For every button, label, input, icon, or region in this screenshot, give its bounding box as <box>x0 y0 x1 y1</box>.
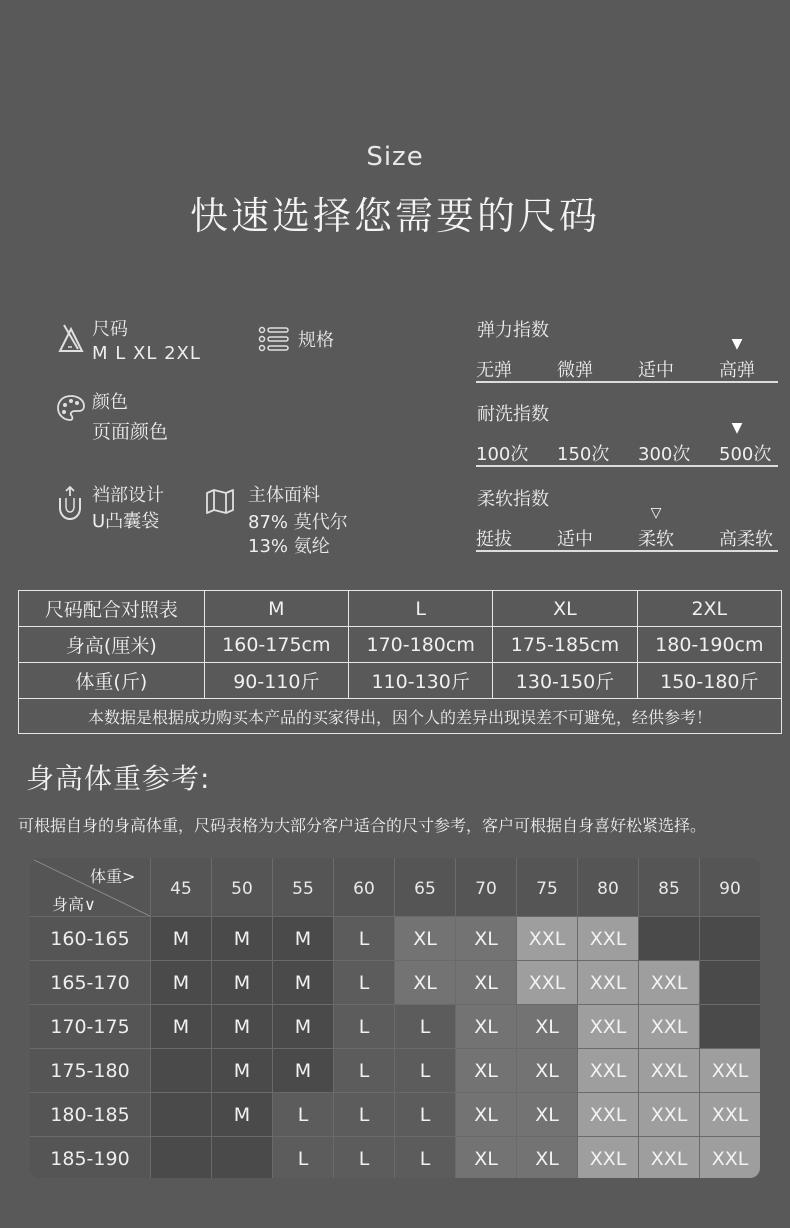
grid-size-cell <box>699 916 760 960</box>
grid-corner-weight: 体重> <box>90 867 136 886</box>
grid-size-cell: L <box>394 1004 455 1048</box>
index-divider <box>476 465 778 467</box>
size-chart-table <box>18 590 782 734</box>
grid-weight-header: 90 <box>699 858 760 916</box>
grid-size-cell: L <box>394 1048 455 1092</box>
size-chart-corner: 尺码配合对照表 <box>19 591 205 627</box>
index-option: 高弹 <box>719 360 755 381</box>
grid-size-cell: XL <box>516 1004 577 1048</box>
index-option: 100次 <box>476 444 529 465</box>
spec-fabric-line2: 13% 氨纶 <box>248 536 330 557</box>
grid-size-cell: M <box>150 916 211 960</box>
grid-size-cell: XXL <box>516 916 577 960</box>
index-option: 500次 <box>719 444 772 465</box>
grid-weight-header: 65 <box>394 858 455 916</box>
size-chart-cell: 体重(斤) <box>19 663 205 699</box>
palette-icon <box>55 393 87 423</box>
index-option: 挺拔 <box>476 529 512 550</box>
spec-color-label: 颜色 <box>92 392 128 413</box>
grid-weight-header: 85 <box>638 858 699 916</box>
grid-size-cell: XXL <box>699 1136 760 1178</box>
grid-weight-header: 80 <box>577 858 638 916</box>
grid-height-label: 165-170 <box>30 960 150 1004</box>
grid-size-cell: L <box>394 1092 455 1136</box>
index-title: 耐洗指数 <box>477 404 549 425</box>
size-chart-cell: 身高(厘米) <box>19 627 205 663</box>
grid-size-cell: L <box>333 1136 394 1178</box>
index-option: 适中 <box>557 529 593 550</box>
grid-size-cell: L <box>272 1136 333 1178</box>
ruler-triangle-icon <box>56 323 86 355</box>
grid-size-cell: XXL <box>699 1048 760 1092</box>
grid-size-cell <box>150 1048 211 1092</box>
grid-size-cell: XXL <box>638 1092 699 1136</box>
grid-weight-header: 70 <box>455 858 516 916</box>
grid-size-cell <box>150 1092 211 1136</box>
grid-size-cell: XXL <box>638 1048 699 1092</box>
index-option: 高柔软 <box>719 529 773 550</box>
grid-height-label: 185-190 <box>30 1136 150 1178</box>
u-pouch-icon <box>55 484 85 522</box>
grid-size-cell: L <box>272 1092 333 1136</box>
grid-size-cell: XL <box>455 916 516 960</box>
grid-size-cell: XL <box>455 1004 516 1048</box>
grid-size-cell: M <box>211 960 272 1004</box>
grid-size-cell: M <box>150 960 211 1004</box>
height-weight-grid <box>30 858 760 1178</box>
grid-size-cell: XL <box>455 960 516 1004</box>
spec-size-value: M L XL 2XL <box>92 343 201 364</box>
size-chart-row-weight <box>19 663 782 699</box>
grid-size-cell: XL <box>455 1048 516 1092</box>
grid-weight-header: 55 <box>272 858 333 916</box>
grid-size-cell: L <box>333 916 394 960</box>
size-chart-note-row <box>19 699 782 734</box>
grid-corner-height: 身高∨ <box>52 895 96 914</box>
index-option: 适中 <box>638 360 674 381</box>
grid-size-cell <box>638 916 699 960</box>
index-option: 微弹 <box>557 360 593 381</box>
index-selected-marker: ▼ <box>731 420 743 436</box>
size-chart-col-xl: XL <box>493 591 637 627</box>
grid-size-cell: M <box>211 1004 272 1048</box>
size-chart-cell: 170-180cm <box>349 627 493 663</box>
grid-size-cell: XL <box>455 1092 516 1136</box>
index-selected-marker: ▽ <box>650 505 662 521</box>
list-icon <box>258 325 290 353</box>
index-option: 无弹 <box>476 360 512 381</box>
size-chart-cell: 90-110斤 <box>204 663 348 699</box>
grid-size-cell: XL <box>516 1092 577 1136</box>
grid-size-cell: M <box>211 1048 272 1092</box>
grid-size-cell <box>699 1004 760 1048</box>
size-chart-col-m: M <box>204 591 348 627</box>
grid-size-cell: L <box>394 1136 455 1178</box>
grid-weight-header: 45 <box>150 858 211 916</box>
grid-size-cell: M <box>211 916 272 960</box>
spec-list-label: 规格 <box>298 330 334 351</box>
grid-height-label: 175-180 <box>30 1048 150 1092</box>
grid-size-cell: XXL <box>638 1004 699 1048</box>
page-title: 快速选择您需要的尺码 <box>189 194 600 238</box>
grid-size-cell: XXL <box>577 1004 638 1048</box>
size-chart-cell: 150-180斤 <box>637 663 781 699</box>
size-chart-col-2xl: 2XL <box>637 591 781 627</box>
grid-size-cell: M <box>272 960 333 1004</box>
grid-size-cell: M <box>272 1004 333 1048</box>
grid-size-cell: XL <box>516 1136 577 1178</box>
grid-size-cell: L <box>333 1092 394 1136</box>
size-chart-row-height <box>19 627 782 663</box>
book-icon <box>205 488 235 514</box>
size-chart-cell: 175-185cm <box>493 627 637 663</box>
grid-size-cell: XL <box>516 1048 577 1092</box>
grid-size-cell: XXL <box>577 1048 638 1092</box>
grid-size-cell: XXL <box>638 1136 699 1178</box>
index-option: 150次 <box>557 444 610 465</box>
grid-weight-header: 75 <box>516 858 577 916</box>
index-title: 柔软指数 <box>477 489 549 510</box>
index-title: 弹力指数 <box>477 320 549 341</box>
index-option: 300次 <box>638 444 691 465</box>
grid-height-label: 180-185 <box>30 1092 150 1136</box>
size-chart-cell: 110-130斤 <box>349 663 493 699</box>
spec-fabric-line1: 87% 莫代尔 <box>248 512 348 533</box>
size-chart-note: 本数据是根据成功购买本产品的买家得出，因个人的差异出现误差不可避免，经供参考！ <box>19 699 782 734</box>
grid-size-cell: XXL <box>577 1136 638 1178</box>
grid-size-cell: XXL <box>516 960 577 1004</box>
grid-height-label: 160-165 <box>30 916 150 960</box>
grid-size-cell <box>150 1136 211 1178</box>
reference-description: 可根据自身的身高体重，尺码表格为大部分客户适合的尺寸参考，客户可根据自身喜好松紧选择。 <box>18 816 707 835</box>
spec-crotch-value: U凸囊袋 <box>92 511 160 532</box>
grid-size-cell: XL <box>455 1136 516 1178</box>
eyebrow-label: Size <box>366 142 424 172</box>
spec-color-value: 页面颜色 <box>92 421 169 443</box>
size-chart-cell: 160-175cm <box>204 627 348 663</box>
index-selected-marker: ▼ <box>731 336 743 352</box>
grid-size-cell: M <box>272 1048 333 1092</box>
size-chart-cell: 180-190cm <box>637 627 781 663</box>
spec-fabric-label: 主体面料 <box>248 485 320 506</box>
size-chart-cell: 130-150斤 <box>493 663 637 699</box>
grid-size-cell: XXL <box>638 960 699 1004</box>
spec-size-label: 尺码 <box>92 319 128 340</box>
grid-size-cell: XL <box>394 960 455 1004</box>
grid-size-cell: L <box>333 1048 394 1092</box>
index-divider <box>476 381 778 383</box>
grid-size-cell: L <box>333 1004 394 1048</box>
grid-size-cell: XXL <box>577 1092 638 1136</box>
grid-size-cell: XXL <box>699 1092 760 1136</box>
spec-crotch-label: 裆部设计 <box>92 485 164 506</box>
reference-title: 身高体重参考: <box>26 762 211 795</box>
size-chart-col-l: L <box>349 591 493 627</box>
grid-weight-header: 50 <box>211 858 272 916</box>
index-option: 柔软 <box>638 529 674 550</box>
size-chart-header-row <box>19 591 782 627</box>
grid-height-label: 170-175 <box>30 1004 150 1048</box>
index-divider <box>476 550 778 552</box>
grid-size-cell: M <box>211 1092 272 1136</box>
grid-size-cell: M <box>272 916 333 960</box>
grid-size-cell: XL <box>394 916 455 960</box>
grid-size-cell: XXL <box>577 960 638 1004</box>
grid-size-cell <box>699 960 760 1004</box>
grid-size-cell: XXL <box>577 916 638 960</box>
grid-size-cell: L <box>333 960 394 1004</box>
grid-size-cell: M <box>150 1004 211 1048</box>
grid-size-cell <box>211 1136 272 1178</box>
grid-weight-header: 60 <box>333 858 394 916</box>
